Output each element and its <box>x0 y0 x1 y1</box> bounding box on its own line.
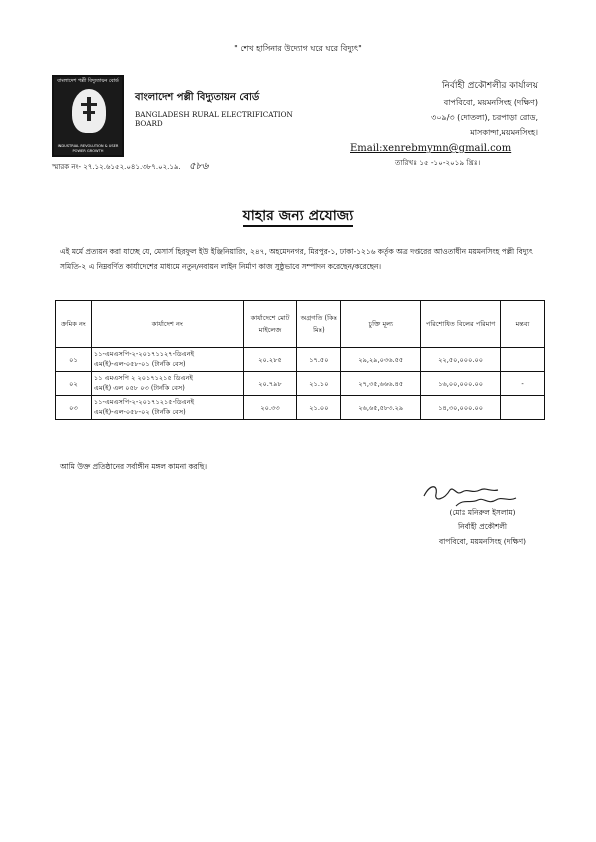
header-remarks: মন্তব্য <box>501 301 545 348</box>
office-line3: ৩০৯/৩ (দোতলা), চরপাড়া রোড, <box>431 113 538 123</box>
office-line1: নির্বাহী প্রকৌশলীর কার্যালয় <box>441 81 538 91</box>
cell-total-km: ২০.৩৩ <box>243 396 297 420</box>
header-progress: অগ্রগতি (কিঃ মিঃ) <box>297 301 341 348</box>
header-contract-value: চুক্তি মূল্য <box>341 301 421 348</box>
table-header-row <box>56 301 545 348</box>
header-serial: ক্রমিক নং <box>56 301 92 348</box>
cell-order-line2: এম(ই)-এল-০৫৮-০১ (টার্নকি বেস) <box>93 359 186 368</box>
cell-serial: ০৩ <box>56 396 92 420</box>
board-name-en-line1: BANGLADESH RURAL ELECTRIFICATION <box>135 110 293 119</box>
cell-order-line2: এম(ই) এল ০৫৮ ০৩ (টার্নকি বেস) <box>93 383 185 392</box>
cell-progress: ২১.১০ <box>297 372 341 396</box>
cell-remarks: - <box>501 372 545 396</box>
signatory-name: (মোঃ মনিরুল ইসলাম) <box>449 508 516 517</box>
memo-reference-number: ৫৮৬ <box>188 161 209 172</box>
bulb-icon <box>72 89 106 133</box>
board-name-bn: বাংলাদেশ পল্লী বিদ্যুতায়ন বোর্ড <box>135 92 260 103</box>
board-name-en-line2: BOARD <box>135 119 163 129</box>
cell-total-km: ২০.৭৯৮ <box>243 372 297 396</box>
cell-paid-bill: ১৬,০০,০০০.০০ <box>421 372 501 396</box>
cell-order-no <box>91 348 243 372</box>
cell-order-line1: ১১-এমএসপি-২-২০১৭১২১৫-ডিএনই <box>93 397 195 406</box>
logo-caption: বাংলাদেশ পল্লী বিদ্যুতায়ন বোর্ড <box>57 78 119 84</box>
cell-order-line1: ১১ এমএসপি ২ ২০১৭১২১৫ ডিএনই <box>93 373 193 382</box>
cell-serial: ০১ <box>56 348 92 372</box>
cell-remarks <box>501 396 545 420</box>
cell-paid-bill: ১৪,৩০,০০০.০০ <box>421 396 501 420</box>
logo-bottom-text: INDUSTRIAL REVOLUTION & USER POWER GROWTH <box>57 144 119 153</box>
office-line2: বাপবিবো, ময়মনসিংহ (দক্ষিণ) <box>443 98 538 108</box>
office-address <box>431 78 538 141</box>
board-name-en <box>135 110 293 129</box>
cell-contract-value: ২৯,২৯,০৩৬.৫৫ <box>341 348 421 372</box>
cell-order-no <box>91 396 243 420</box>
page-title <box>0 204 596 228</box>
cell-serial: ০২ <box>56 372 92 396</box>
cell-order-no <box>91 372 243 396</box>
page-title-text: যাহার জন্য প্রযোজ্য <box>243 208 354 227</box>
motto: " শেখ হাসিনার উদ্যোগ ঘরে ঘরে বিদ্যুৎ" <box>234 44 362 53</box>
cell-progress: ২১.০০ <box>297 396 341 420</box>
header-paid-bill: পরিশোধিত বিলের পরিমাণ <box>421 301 501 348</box>
cell-order-line1: ১১-এমএসপি-২-২০১৭১১২৭-ডিএনই <box>93 349 195 358</box>
signatory-office: বাপবিবো, ময়মনসিংহ (দক্ষিণ) <box>438 536 527 546</box>
memo-date: তারিখঃ ১৫ -১০-২০১৯ খ্রিঃ। <box>395 158 481 167</box>
table-row <box>56 396 545 420</box>
work-order-table <box>55 300 545 420</box>
cell-progress: ১৭.৫০ <box>297 348 341 372</box>
signatory-title: নির্বাহী প্রকৌশলী <box>458 522 507 532</box>
closing-line: আমি উক্ত প্রতিষ্ঠানের সর্বাঙ্গীন মঙ্গল কামনা করছি। <box>60 462 207 471</box>
cell-contract-value: ২৭,৩৫,৬৬৬.৪৫ <box>341 372 421 396</box>
cell-paid-bill: ২২,৫০,০০০.০০ <box>421 348 501 372</box>
office-line4: মাসকান্দা,ময়মনসিংহ। <box>470 128 538 138</box>
header-order-no: কার্যাদেশ নং <box>91 301 243 348</box>
memo-reference-text: স্মারক নং- ২৭.১২.৬১৫২.০৪১.৩৮৭.০২.১৯. <box>52 163 181 171</box>
cell-remarks <box>501 348 545 372</box>
office-email: Email:xenrebmymn@gmail.com <box>350 143 512 154</box>
breb-logo <box>52 75 124 157</box>
cell-contract-value: ২৬,৬৫,৫৮৩.২৯ <box>341 396 421 420</box>
memo-reference <box>52 159 208 176</box>
table-row <box>56 372 545 396</box>
signatory-block <box>425 506 540 549</box>
body-paragraph: এই মর্মে প্রত্যয়ন করা যাচ্ছে যে, মেসার্স হিরফুল ইউ ইঞ্জিনিয়ারিং, ২৪৭, অহমেদনগর, মিরপুর-১, ঢাকা-১২১৬ কর্তৃক অত্র দপ্তরের আওতাধীন ময়মনসিংহ পল্লী বিদ্যুৎ সমিতি-২ এ নিম্নবর্ণিত কার্যাদেশের মাধ্যমে নতুন/নবায়ন লাইন নির্মাণ কাজ সুষ্ঠুভাবে সম্পাদন করেছেন/করেছেন। <box>60 247 533 272</box>
cell-total-km: ২০.২৮৫ <box>243 348 297 372</box>
cell-order-line2: এম(ই)-এল-০৫৮-০২ (টার্নকি বেস) <box>93 407 186 416</box>
table-row <box>56 348 545 372</box>
header-total-km: কার্যাদেশে মোট মাইলেজ <box>243 301 297 348</box>
